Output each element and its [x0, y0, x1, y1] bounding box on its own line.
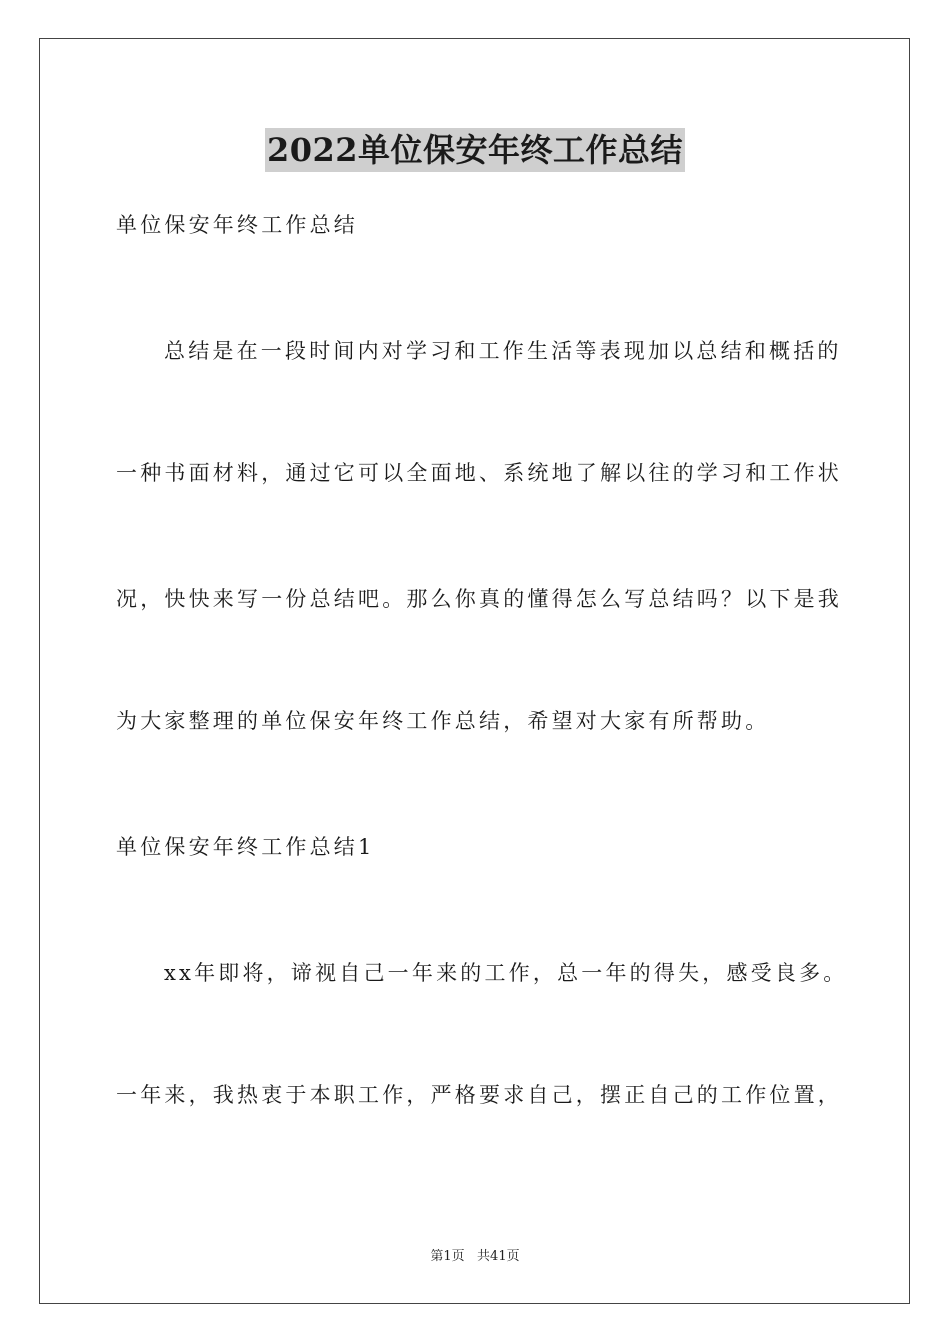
subtitle-line: 单位保安年终工作总结 — [116, 213, 358, 237]
paragraph-line: 总结是在一段时间内对学习和工作生活等表现加以总结和概括的 — [164, 339, 842, 363]
paragraph-line: 况，快快来写一份总结吧。那么你真的懂得怎么写总结吗？以下是我 — [116, 587, 842, 611]
paragraph-line: 一种书面材料，通过它可以全面地、系统地了解以往的学习和工作状 — [116, 461, 842, 485]
paragraph-line: 为大家整理的单位保安年终工作总结，希望对大家有所帮助。 — [116, 709, 770, 733]
title-container — [0, 128, 950, 172]
page-footer: 第1页 共41页 — [430, 1249, 520, 1264]
section-heading: 单位保安年终工作总结1 — [116, 835, 375, 859]
paragraph-line: xx年即将，谛视自己一年来的工作，总一年的得失，感受良多。 — [164, 961, 848, 985]
paragraph-line: 一年来，我热衷于本职工作，严格要求自己，摆正自己的工作位置， — [116, 1083, 842, 1107]
document-title: 2022单位保安年终工作总结 — [265, 128, 685, 172]
